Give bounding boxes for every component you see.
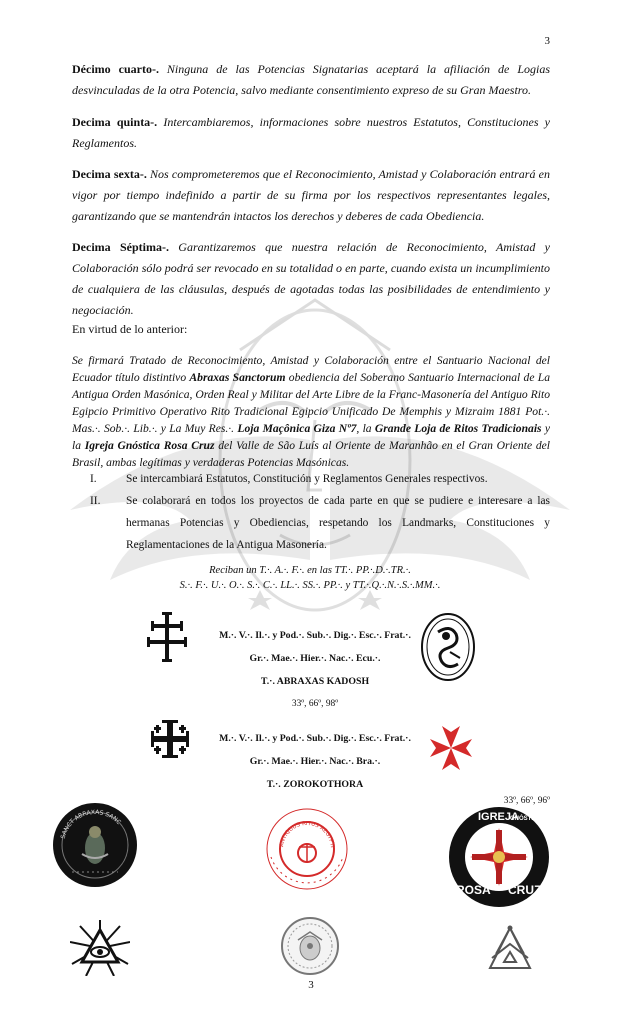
treaty-text: y la (72, 422, 551, 452)
page-number-top: 3 (544, 35, 550, 47)
clause-decima-quinta (72, 112, 550, 154)
salutation-line: Reciban un T.·. A.·. F.·. en las TT.·. PP.·.D.·.TR.·. (209, 565, 411, 576)
square-and-compass-icon (482, 924, 538, 974)
abraxas-sanctorum-seal (52, 802, 138, 888)
intro-line (72, 319, 550, 340)
signature-name: T.·. ABRAXAS KADOSH (260, 676, 370, 687)
list-number: II. (90, 495, 101, 507)
signature-block-zorokothora (185, 733, 445, 802)
treaty-text: , la (356, 422, 375, 435)
clause-label: Decima sexta-. (72, 167, 147, 181)
clause-decima-sexta (72, 164, 550, 227)
signature-degrees: 33º, 66º, 98º (291, 699, 339, 709)
signature-title-line: M.·. V.·. Il.·. y Pod.·. Sub.·. Dig.·. Esc.·. Frat.·. (219, 733, 411, 744)
salutation-line: S.·. F.·. U.·. O.·. S.·. C.·. LL.·. SS.·. PP.·. y TT.·.Q.·.N.·.S.·.MM.·. (179, 580, 441, 591)
signature-title-line: Gr.·. Mae.·. Hier.·. Nac.·. Ecu.·. (249, 653, 381, 664)
seal-text: IGREJA (478, 811, 519, 823)
page-number-bottom: 3 (308, 979, 314, 991)
clause-decima-septima (72, 237, 550, 321)
maltese-cross-icon (428, 724, 474, 772)
signature-title-line: M.·. V.·. Il.·. y Pod.·. Sub.·. Dig.·. Esc.·. Frat.·. (219, 630, 411, 641)
seal-ring-text: SANCT ABRAXAS SANC (59, 808, 123, 840)
treaty-bold-abraxas: Abraxas Sanctorum (189, 371, 286, 384)
numbered-list (90, 468, 550, 556)
list-number: I. (90, 473, 97, 485)
treaty-paragraph (72, 352, 550, 471)
seal-text: ROSA (456, 883, 491, 897)
clause-label: Decima quinta-. (72, 115, 158, 129)
igreja-gnostica-seal (448, 806, 550, 908)
clause-label: Décimo cuarto-. (72, 62, 159, 76)
signature-degrees: 33º, 66º, 96º (503, 796, 550, 806)
list-text: Se colaborará en todos los proyectos de cada parte en que se pudiere e interesare a las hermanas Potencias y Obediencias, respetando los Landmarks, Constituciones y Reglamentaciones de la Antigua Masonería. (126, 495, 550, 551)
clause-text: Nos comprometeremos que el Reconocimiento, Amistad y Colaboración entrará en vigor por tiempo indefinido a partir de su firma por los respectivos representantes legales, garantizando que se mantendrán intactos los derechos y deberes de cada Obediencia. (72, 167, 551, 223)
signature-title-line: Gr.·. Mae.·. Hier.·. Nac.·. Bra.·. (249, 756, 381, 767)
clause-text: Ninguna de las Potencias Signatarias aceptará la afiliación de Logias desvinculadas de la otra Potencia, salvo mediante consentimiento expreso de su Gran Maestro. (72, 62, 551, 97)
seal-ring-text: ANTIQUUS RITUS AEGYPTI (279, 820, 335, 848)
gray-emblem-seal (280, 916, 340, 976)
clause-text: Garantizaremos que nuestra relación de Reconocimiento, Amistad y Colaboración sólo podrá ser revocado en su totalidad o en parte, cuando exista un incumplimiento de cualquiera de las cláusulas, después de agotadas todas las posibilidades de entendimiento y negociación. (72, 240, 550, 317)
signature-block-abraxas (185, 630, 445, 722)
en-virtud-text: En virtud de lo anterior: (72, 322, 188, 336)
seal-text: GNÓSTICA (510, 816, 542, 822)
treaty-bold-grande-loja: Grande Loja de Ritos Tradicionais (374, 422, 542, 435)
serpent-seal-icon (420, 612, 476, 682)
treaty-text: obediencia del Soberano Santuario Internacional de La Antigua Orden Masónica, Orden Real y Militar del Arte Libre de la Franc-Masonería del Antiguo Rito Egipcio Primitivo Operativo Rito Tradicional Egipcio Unificado De Memphis y Mizraim 1881 Pot.·. Mas.·. Sob.·. Lib.·. y La Muy Res.·. (72, 371, 550, 435)
clause-text: Intercambiaremos, informaciones sobre nuestros Estatutos, Constituciones y Reglamentos. (72, 115, 551, 150)
signature-name: T.·. ZOROKOTHORA (266, 779, 364, 790)
clause-label: Decima Séptima-. (72, 240, 169, 254)
closing-salutation (140, 563, 480, 593)
list-item (90, 468, 550, 490)
list-text: Se intercambiará Estatutos, Constitución y Reglamentos Generales respectivos. (126, 473, 488, 485)
list-item (90, 490, 550, 556)
jerusalem-cross-icon (148, 717, 192, 761)
treaty-bold-loja-giza: Loja Maçônica Giza Nº7 (237, 422, 357, 435)
treaty-bold-igreja: Igreja Gnóstica Rosa Cruz (84, 439, 215, 452)
treaty-text: Se firmará Tratado de Reconocimiento, Amistad y Colaboración entre el Santuario Nacional del Ecuador título distintivo (72, 354, 550, 384)
clause-decimo-cuarto (72, 59, 550, 101)
all-seeing-eye-icon (70, 920, 130, 976)
treaty-text: del Valle de São Luís al Oriente de Maranhão en el Gran Oriente del Brasil, ambas legítimas y verdaderas Potencias Masónicas. (72, 439, 550, 469)
double-cross-icon (145, 612, 189, 662)
antiquus-ritus-seal (265, 807, 349, 891)
seal-text: CRUZ (508, 883, 542, 897)
